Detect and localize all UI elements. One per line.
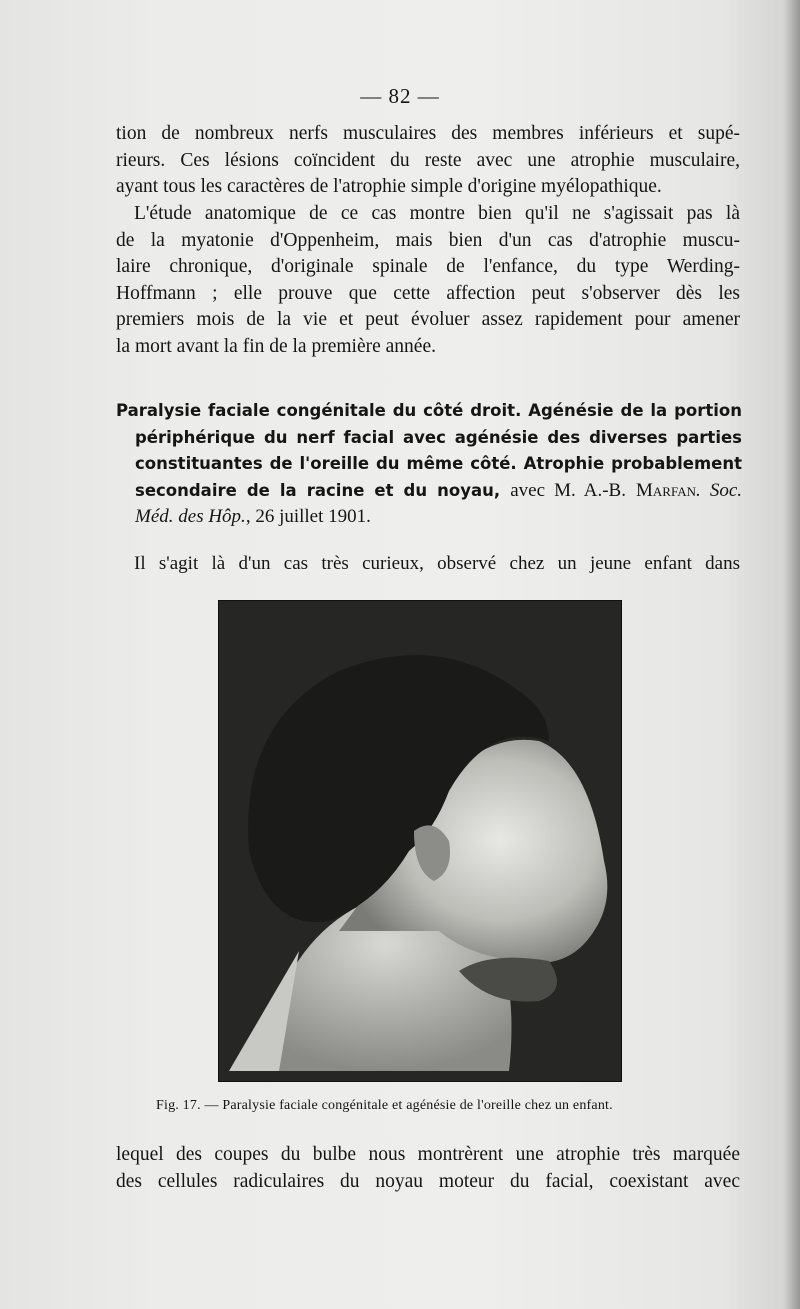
page-number: — 82 — — [360, 84, 440, 108]
paragraph-line: premiers mois de la vie et peut évoluer assez rapidement pour amener — [116, 309, 740, 330]
infant-profile-photo — [219, 601, 621, 1081]
paragraph-line: la mort avant la fin de la première année. — [116, 335, 436, 357]
journal-abbrev: . Soc. — [696, 479, 743, 501]
paragraph-line: ayant tous les caractères de l'atrophie simple d'origine myélopathique. — [116, 176, 662, 197]
heading-line: constituantes de l'oreille du même côté. Atrophie probablement — [135, 454, 742, 473]
heading-line-4 — [116, 478, 742, 505]
figure-photograph — [218, 600, 622, 1082]
heading-with-text: avec M. A.-B. — [510, 479, 626, 501]
figure-caption: Fig. 17. — Paralysie faciale congénitale et agénésie de l'oreille chez un enfant. — [156, 1098, 613, 1113]
author-name: Marfan — [636, 479, 697, 501]
paragraph-line: laire chronique, d'originale spinale de l'enfance, du type Werding- — [116, 256, 740, 277]
heading-line: Paralysie faciale congénitale du côté droit. Agénésie de la portion — [116, 401, 742, 420]
paragraph-4 — [116, 1142, 740, 1195]
paragraph-3 — [116, 551, 740, 578]
paragraph-line: des cellules radiculaires du noyau moteur du facial, coexistant avec — [116, 1170, 740, 1192]
paragraph-line: tion de nombreux nerfs musculaires des membres inférieurs et supé- — [116, 123, 740, 144]
paragraph-2 — [116, 201, 740, 360]
paragraph-1 — [116, 121, 740, 201]
paragraph-line: L'étude anatomique de ce cas montre bien qu'il ne s'agissait pas là — [134, 203, 740, 224]
section-heading — [116, 398, 742, 531]
paragraph-line: de la myatonie d'Oppenheim, mais bien d'un cas d'atrophie muscu- — [116, 229, 740, 251]
journal-name: Méd. des Hôp. — [135, 506, 246, 527]
publication-date: , 26 juillet 1901. — [245, 506, 371, 527]
heading-line: périphérique du nerf facial avec agénésie des diverses parties — [135, 427, 742, 447]
paragraph-line: Hoffmann ; elle prouve que cette affection peut s'observer dès les — [116, 282, 740, 304]
paragraph-line: lequel des coupes du bulbe nous montrèrent une atrophie très marquée — [116, 1144, 740, 1165]
page-edge-shadow — [784, 0, 800, 1309]
paragraph-line: Il s'agit là d'un cas très curieux, observé chez un jeune enfant dans — [134, 553, 740, 574]
heading-line-5 — [116, 504, 742, 531]
paragraph-line: rieurs. Ces lésions coïncident du reste avec une atrophie musculaire, — [116, 149, 740, 171]
heading-bold-text: secondaire de la racine et du noyau, — [135, 480, 501, 500]
